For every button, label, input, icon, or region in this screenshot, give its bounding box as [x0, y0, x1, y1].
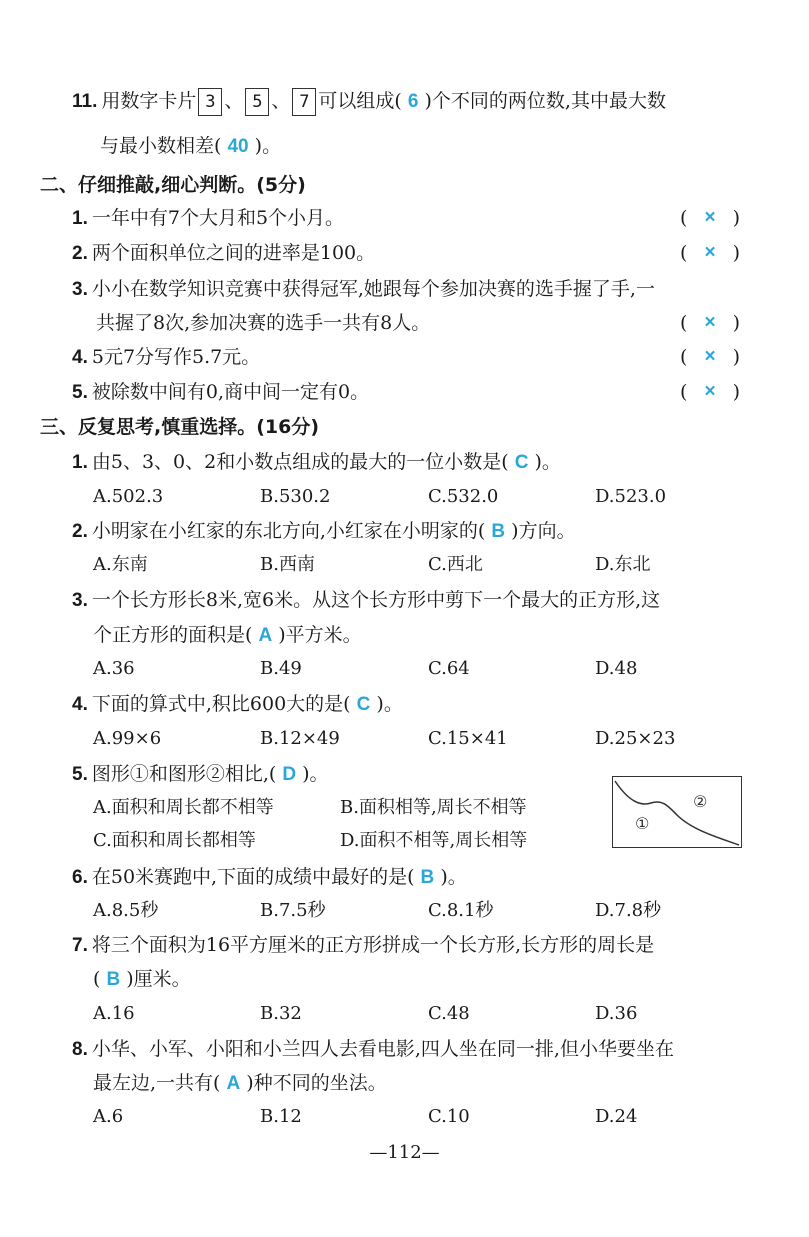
item-text: 5元7分写作5.7元。: [91, 346, 261, 368]
figure-label-1: ①: [635, 814, 650, 833]
option-a: A.6: [93, 1106, 124, 1127]
sep: 、: [224, 90, 244, 112]
choice-answer: D: [282, 764, 297, 785]
q-text: 将三个面积为16平方厘米的正方形拼成一个长方形,长方形的周长是: [91, 934, 655, 956]
digit-card-1: 3: [198, 88, 222, 116]
s3-q7-line2: [93, 966, 191, 993]
option-d: D.24: [595, 1106, 638, 1127]
choice-answer: C: [356, 694, 371, 715]
q-text-post: )。: [376, 693, 403, 715]
s2-item-3: [72, 276, 655, 303]
q11-mid: 可以组成(: [318, 90, 402, 112]
q11-answer-2: 40: [227, 136, 249, 157]
item-number: 2.: [72, 243, 88, 264]
q-text: 最左边,一共有(: [93, 1072, 221, 1094]
s2-answer-box-2: ( × ): [680, 242, 740, 264]
option-b: B.32: [260, 1003, 302, 1024]
s3-q3: [72, 587, 660, 614]
s3-q5: [72, 761, 329, 788]
s3-q3-line2: [93, 622, 362, 649]
option-d: D.7.8秒: [595, 900, 662, 921]
option-c: C.48: [428, 1003, 470, 1024]
option-a: A.99×6: [93, 728, 162, 749]
judge-answer: ×: [704, 312, 716, 333]
choice-answer: B: [106, 969, 121, 990]
q-text: 一个长方形长8米,宽6米。从这个长方形中剪下一个最大的正方形,这: [91, 589, 661, 611]
option-d: D.523.0: [595, 486, 667, 507]
option-a: A.36: [93, 658, 135, 679]
option-a: A.面积和周长都不相等: [93, 797, 274, 818]
option-b: B.面积相等,周长不相等: [340, 797, 527, 818]
judge-answer: ×: [704, 242, 716, 263]
s2-item-2: [72, 240, 375, 267]
q-text: 由5、3、0、2和小数点组成的最大的一位小数是(: [91, 451, 509, 473]
q-number: 5.: [72, 764, 88, 785]
judge-answer: ×: [704, 381, 716, 402]
q-text: 小华、小军、小阳和小兰四人去看电影,四人坐在同一排,但小华要坐在: [91, 1038, 674, 1060]
q-text-post: )厘米。: [126, 968, 191, 990]
q-text-post: )平方米。: [278, 624, 362, 646]
item-number: 3.: [72, 279, 88, 300]
q11-line2-post: )。: [254, 135, 282, 157]
s3-q6: [72, 864, 467, 891]
q-number: 6.: [72, 867, 88, 888]
sep: 、: [271, 90, 291, 112]
q-text-post: )。: [440, 866, 467, 888]
q-number: 1.: [72, 452, 88, 473]
q-number: 8.: [72, 1039, 88, 1060]
s2-answer-box-4: ( × ): [680, 346, 740, 368]
choice-answer: A: [258, 625, 273, 646]
choice-answer: A: [226, 1073, 241, 1094]
q-number: 7.: [72, 935, 88, 956]
s2-answer-box-1: ( × ): [680, 207, 740, 229]
q11-mid2: )个不同的两位数,其中最大数: [424, 90, 666, 112]
item-number: 4.: [72, 347, 88, 368]
item-text: 一年中有7个大月和5个小月。: [91, 207, 345, 229]
s2-item-1: [72, 205, 344, 232]
digit-card-3: 7: [292, 88, 316, 116]
s3-q8-line2: [93, 1070, 387, 1097]
option-a: A.502.3: [93, 486, 164, 507]
option-c: C.西北: [428, 554, 483, 575]
q11-number: 11.: [72, 91, 98, 112]
s2-item-3-line2: 共握了8次,参加决赛的选手一共有8人。: [96, 312, 431, 334]
option-a: A.16: [93, 1003, 135, 1024]
choice-answer: B: [420, 867, 435, 888]
q-number: 2.: [72, 521, 88, 542]
q-number: 3.: [72, 590, 88, 611]
item-number: 1.: [72, 208, 88, 229]
s3-q4: [72, 691, 403, 718]
s3-q1: [72, 449, 561, 476]
choice-answer: C: [514, 452, 529, 473]
option-b: B.西南: [260, 554, 315, 575]
s3-q7: [72, 932, 654, 959]
option-c: C.64: [428, 658, 470, 679]
option-c: C.8.1秒: [428, 900, 494, 921]
s3-q2: [72, 518, 576, 545]
s2-answer-box-5: ( × ): [680, 381, 740, 403]
option-d: D.25×23: [595, 728, 676, 749]
q11-answer-1: 6: [407, 91, 419, 112]
option-c: C.面积和周长都相等: [93, 830, 256, 851]
item-text: 被除数中间有0,商中间一定有0。: [91, 381, 370, 403]
q-text: 个正方形的面积是(: [93, 624, 253, 646]
option-d: D.面积不相等,周长相等: [340, 830, 528, 851]
s2-item-4: [72, 344, 260, 371]
q-text-post: )方向。: [511, 520, 576, 542]
option-d: D.东北: [595, 554, 651, 575]
digit-card-2: 5: [245, 88, 269, 116]
q-text-post: )。: [534, 451, 561, 473]
option-d: D.48: [595, 658, 638, 679]
option-a: A.东南: [93, 554, 148, 575]
option-b: B.7.5秒: [260, 900, 326, 921]
q-text: 图形①和图形②相比,(: [91, 763, 277, 785]
item-text: 小小在数学知识竞赛中获得冠军,她跟每个参加决赛的选手握了手,一: [91, 278, 655, 300]
q11-line2: [100, 133, 281, 160]
q-text: 在50米赛跑中,下面的成绩中最好的是(: [91, 866, 415, 888]
figure-curve: [613, 777, 741, 847]
option-d: D.36: [595, 1003, 638, 1024]
s2-answer-box-3: ( × ): [680, 312, 740, 334]
q-text: 小明家在小红家的东北方向,小红家在小明家的(: [91, 520, 486, 542]
figure-label-2: ②: [693, 792, 708, 811]
option-b: B.49: [260, 658, 302, 679]
s2-item-5: [72, 379, 369, 406]
q-text: 下面的算式中,积比600大的是(: [91, 693, 351, 715]
option-c: C.10: [428, 1106, 470, 1127]
item-text: 两个面积单位之间的进率是100。: [91, 242, 376, 264]
q11-line1: [72, 88, 666, 116]
shape-comparison-figure: [612, 776, 742, 848]
option-b: B.12×49: [260, 728, 340, 749]
option-c: C.532.0: [428, 486, 499, 507]
judge-answer: ×: [704, 346, 716, 367]
q11-pre: 用数字卡片: [101, 90, 197, 112]
q-text-post: )种不同的坐法。: [246, 1072, 387, 1094]
option-a: A.8.5秒: [93, 900, 159, 921]
q-text-post: )。: [302, 763, 329, 785]
option-b: B.530.2: [260, 486, 331, 507]
q11-line2-pre: 与最小数相差(: [100, 135, 222, 157]
item-number: 5.: [72, 382, 88, 403]
option-b: B.12: [260, 1106, 302, 1127]
q-text: (: [93, 968, 101, 990]
s3-q8: [72, 1036, 674, 1063]
section2-title: 二、仔细推敲,细心判断。(5分): [40, 174, 306, 196]
section3-title: 三、反复思考,慎重选择。(16分): [40, 416, 320, 438]
page-number: —112—: [369, 1142, 440, 1163]
option-c: C.15×41: [428, 728, 508, 749]
q-number: 4.: [72, 694, 88, 715]
choice-answer: B: [491, 521, 506, 542]
judge-answer: ×: [704, 207, 716, 228]
